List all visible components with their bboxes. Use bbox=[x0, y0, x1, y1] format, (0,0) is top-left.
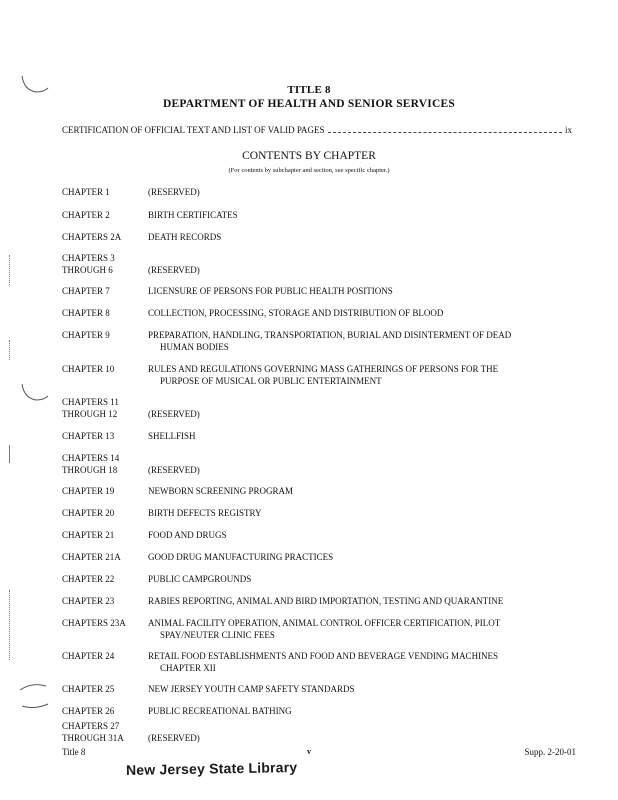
chapter-label bbox=[62, 430, 148, 442]
chapter-description-line: PREPARATION, HANDLING, TRANSPORTATION, BURIAL AND DISINTERMENT OF DEAD bbox=[148, 330, 512, 340]
chapter-label-line: CHAPTER 20 bbox=[62, 508, 115, 518]
chapter-label-line: CHAPTERS 14 bbox=[62, 453, 120, 463]
chapter-label-line: CHAPTER 21 bbox=[62, 530, 115, 540]
chapter-description bbox=[148, 186, 568, 198]
chapter-label-line: THROUGH 31A bbox=[62, 733, 124, 743]
chapter-description-line: RABIES REPORTING, ANIMAL AND BIRD IMPORTATION, TESTING AND QUARANTINE bbox=[148, 596, 504, 606]
chapter-label-line: THROUGH 18 bbox=[62, 465, 118, 475]
chapter-label-line: THROUGH 6 bbox=[62, 265, 113, 275]
margin-dots bbox=[9, 340, 11, 360]
footer-supplement-date: Supp. 2-20-01 bbox=[524, 747, 576, 757]
chapter-description bbox=[148, 507, 568, 519]
chapter-description-line: RULES AND REGULATIONS GOVERNING MASS GATHERINGS OF PERSONS FOR THE bbox=[148, 364, 499, 374]
certification-text: CERTIFICATION OF OFFICIAL TEXT AND LIST OF VALID PAGES bbox=[62, 125, 325, 135]
dot-leader bbox=[328, 126, 562, 133]
chapter-label-line: CHAPTER 7 bbox=[62, 286, 110, 296]
scan-hole-mark bbox=[18, 682, 52, 712]
chapter-label bbox=[62, 507, 148, 519]
chapter-description bbox=[148, 430, 568, 442]
chapter-description-line: (RESERVED) bbox=[148, 409, 200, 419]
chapter-description bbox=[148, 231, 568, 243]
chapter-label bbox=[62, 705, 148, 717]
chapter-label-line: THROUGH 12 bbox=[62, 409, 118, 419]
chapter-label bbox=[62, 650, 148, 662]
chapter-label bbox=[62, 307, 148, 319]
chapter-description-line: BIRTH DEFECTS REGISTRY bbox=[148, 508, 262, 518]
chapter-description-line: NEW JERSEY YOUTH CAMP SAFETY STANDARDS bbox=[148, 684, 355, 694]
chapter-description-line: (RESERVED) bbox=[148, 465, 200, 475]
chapter-label bbox=[62, 186, 148, 198]
chapter-label-line: CHAPTER 8 bbox=[62, 308, 110, 318]
scan-hole-mark bbox=[18, 380, 52, 410]
chapter-label bbox=[62, 363, 148, 375]
chapter-label bbox=[62, 329, 148, 341]
certification-page: ix bbox=[564, 125, 572, 135]
chapter-label-line: CHAPTER 24 bbox=[62, 651, 115, 661]
library-stamp: New Jersey State Library bbox=[125, 759, 298, 778]
chapter-description bbox=[148, 408, 568, 420]
contents-note: (For contents by subchapter and section, see specific chapter.) bbox=[228, 167, 390, 174]
chapter-description-line: ANIMAL FACILITY OPERATION, ANIMAL CONTROL OFFICER CERTIFICATION, PILOT bbox=[148, 618, 501, 628]
chapter-description bbox=[148, 485, 568, 497]
chapter-description bbox=[148, 617, 568, 641]
chapter-label bbox=[62, 551, 148, 563]
chapter-description-line: LICENSURE OF PERSONS FOR PUBLIC HEALTH POSITIONS bbox=[148, 286, 393, 296]
chapter-description-line: (RESERVED) bbox=[148, 733, 200, 743]
margin-dots bbox=[9, 590, 11, 660]
chapter-label-line: CHAPTER 9 bbox=[62, 330, 110, 340]
footer-page-number: v bbox=[307, 747, 311, 756]
chapter-description-line: GOOD DRUG MANUFACTURING PRACTICES bbox=[148, 552, 334, 562]
chapter-label-line: CHAPTER 13 bbox=[62, 431, 115, 441]
chapter-description-line: CHAPTER XII bbox=[160, 663, 216, 673]
chapter-description-line: SPAY/NEUTER CLINIC FEES bbox=[160, 630, 275, 640]
chapter-description bbox=[148, 650, 568, 674]
chapter-description bbox=[148, 529, 568, 541]
chapter-label-line: CHAPTERS 2A bbox=[62, 232, 122, 242]
chapter-label-line: CHAPTER 21A bbox=[62, 552, 121, 562]
footer-title: Title 8 bbox=[62, 747, 86, 757]
chapter-label-line: CHAPTER 22 bbox=[62, 574, 115, 584]
chapter-description bbox=[148, 732, 568, 744]
chapter-description-line: (RESERVED) bbox=[148, 187, 200, 197]
department-title: DEPARTMENT OF HEALTH AND SENIOR SERVICES bbox=[163, 98, 455, 110]
chapter-label-line: CHAPTER 23 bbox=[62, 596, 115, 606]
chapter-label bbox=[62, 231, 148, 243]
chapter-description bbox=[148, 683, 568, 695]
chapter-label bbox=[62, 396, 148, 420]
certification-line bbox=[62, 125, 572, 135]
contents-heading: CONTENTS BY CHAPTER bbox=[242, 150, 376, 162]
chapter-description-line: FOOD AND DRUGS bbox=[148, 530, 227, 540]
chapter-label-line: CHAPTER 19 bbox=[62, 486, 115, 496]
chapter-label-line: CHAPTER 26 bbox=[62, 706, 115, 716]
chapter-label bbox=[62, 720, 148, 744]
chapter-description-line: SHELLFISH bbox=[148, 431, 196, 441]
chapter-description bbox=[148, 307, 568, 319]
chapter-description bbox=[148, 329, 568, 353]
chapter-label-line: CHAPTER 2 bbox=[62, 210, 110, 220]
chapter-label bbox=[62, 485, 148, 497]
chapter-description-line: BIRTH CERTIFICATES bbox=[148, 210, 238, 220]
chapter-label-line: CHAPTERS 3 bbox=[62, 253, 115, 263]
chapter-label bbox=[62, 617, 148, 629]
chapter-description bbox=[148, 595, 568, 607]
chapter-label bbox=[62, 595, 148, 607]
chapter-description bbox=[148, 285, 568, 297]
margin-dots bbox=[9, 255, 11, 285]
chapter-label bbox=[62, 209, 148, 221]
chapter-description bbox=[148, 264, 568, 276]
margin-line bbox=[9, 445, 11, 463]
chapter-description bbox=[148, 573, 568, 585]
chapter-description-line: NEWBORN SCREENING PROGRAM bbox=[148, 486, 294, 496]
chapter-description bbox=[148, 551, 568, 563]
chapter-label-line: CHAPTERS 23A bbox=[62, 618, 126, 628]
chapter-label-line: CHAPTERS 11 bbox=[62, 397, 119, 407]
chapter-label bbox=[62, 683, 148, 695]
scan-hole-mark bbox=[18, 70, 52, 100]
chapter-label-line: CHAPTER 1 bbox=[62, 187, 110, 197]
chapter-description-line: (RESERVED) bbox=[148, 265, 200, 275]
chapter-description-line: PUBLIC RECREATIONAL BATHING bbox=[148, 706, 292, 716]
chapter-description-line: COLLECTION, PROCESSING, STORAGE AND DISTRIBUTION OF BLOOD bbox=[148, 308, 444, 318]
chapter-description bbox=[148, 705, 568, 717]
chapter-description-line: PURPOSE OF MUSICAL OR PUBLIC ENTERTAINMENT bbox=[160, 376, 382, 386]
chapter-label-line: CHAPTER 25 bbox=[62, 684, 115, 694]
chapter-label bbox=[62, 529, 148, 541]
title-number: TITLE 8 bbox=[287, 84, 331, 96]
chapter-description bbox=[148, 209, 568, 221]
chapter-description-line: RETAIL FOOD ESTABLISHMENTS AND FOOD AND BEVERAGE VENDING MACHINES bbox=[148, 651, 499, 661]
chapter-description-line: PUBLIC CAMPGROUNDS bbox=[148, 574, 252, 584]
chapter-label-line: CHAPTERS 27 bbox=[62, 721, 120, 731]
chapter-label-line: CHAPTER 10 bbox=[62, 364, 115, 374]
chapter-label bbox=[62, 452, 148, 476]
chapter-description bbox=[148, 464, 568, 476]
chapter-description-line: DEATH RECORDS bbox=[148, 232, 222, 242]
chapter-description bbox=[148, 363, 568, 387]
chapter-label bbox=[62, 252, 148, 276]
chapter-label bbox=[62, 285, 148, 297]
chapter-description-line: HUMAN BODIES bbox=[160, 342, 229, 352]
chapter-label bbox=[62, 573, 148, 585]
